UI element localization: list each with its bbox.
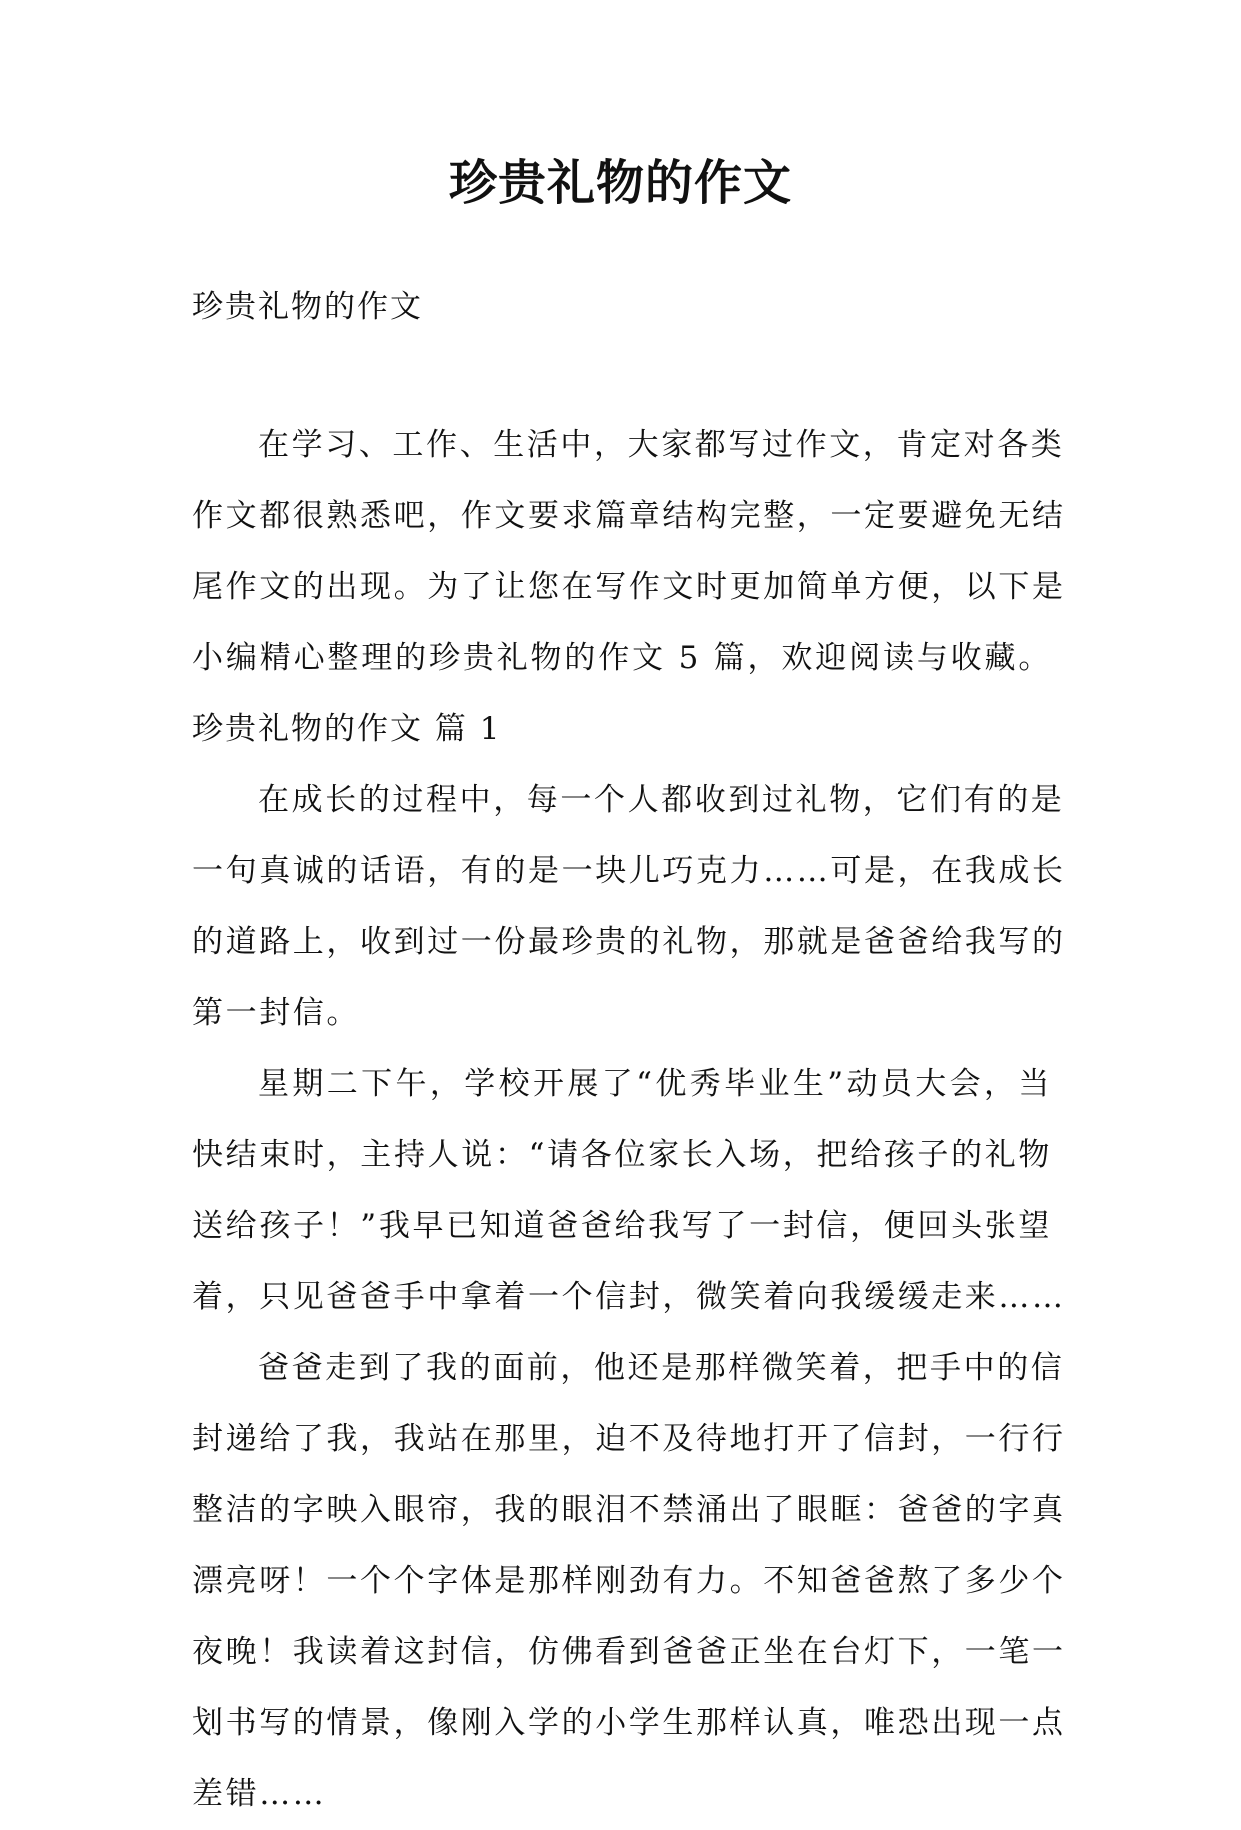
paragraph-3-line-6: 划书写的情景，像刚入学的小学生那样认真，唯恐出现一点	[192, 1705, 1066, 1741]
paragraph-2-line-1: 星期二下午，学校开展了“优秀毕业生”动员大会，当	[258, 1066, 1052, 1102]
paragraph-1-line-1: 在成长的过程中，每一个人都收到过礼物，它们有的是	[258, 782, 1065, 818]
paragraph-1-line-2: 一句真诚的话语，有的是一块儿巧克力……可是，在我成长	[192, 853, 1066, 889]
paragraph-1-line-4: 第一封信。	[192, 995, 360, 1031]
document-title: 珍贵礼物的作文	[448, 155, 792, 211]
section-heading: 珍贵礼物的作文 篇 1	[192, 711, 502, 747]
paragraph-1-line-3: 的道路上，收到过一份最珍贵的礼物，那就是爸爸给我写的	[192, 924, 1066, 960]
intro-line-4: 小编精心整理的珍贵礼物的作文 5 篇，欢迎阅读与收藏。	[192, 640, 1052, 676]
paragraph-3-line-3: 整洁的字映入眼帘，我的眼泪不禁涌出了眼眶：爸爸的字真	[192, 1492, 1066, 1528]
intro-line-2: 作文都很熟悉吧，作文要求篇章结构完整，一定要避免无结	[192, 498, 1066, 534]
paragraph-2-line-4: 着，只见爸爸手中拿着一个信封，微笑着向我缓缓走来……	[192, 1279, 1066, 1315]
intro-line-3: 尾作文的出现。为了让您在写作文时更加简单方便，以下是	[192, 569, 1066, 605]
document-body	[192, 410, 1066, 1830]
paragraph-2-line-3: 送给孩子！”我早已知道爸爸给我写了一封信，便回头张望	[192, 1208, 1052, 1244]
paragraph-3-line-5: 夜晚！我读着这封信，仿佛看到爸爸正坐在台灯下，一笔一	[192, 1634, 1066, 1670]
paragraph-3-line-4: 漂亮呀！一个个字体是那样刚劲有力。不知爸爸熬了多少个	[192, 1563, 1066, 1599]
document-subtitle: 珍贵礼物的作文	[192, 289, 423, 325]
paragraph-3-line-1: 爸爸走到了我的面前，他还是那样微笑着，把手中的信	[258, 1350, 1065, 1386]
paragraph-3-line-2: 封递给了我，我站在那里，迫不及待地打开了信封，一行行	[192, 1421, 1066, 1457]
paragraph-3-line-7: 差错……	[192, 1776, 327, 1812]
paragraph-2-line-2: 快结束时，主持人说：“请各位家长入场，把给孩子的礼物	[192, 1137, 1052, 1173]
intro-line-1: 在学习、工作、生活中，大家都写过作文，肯定对各类	[258, 427, 1065, 463]
